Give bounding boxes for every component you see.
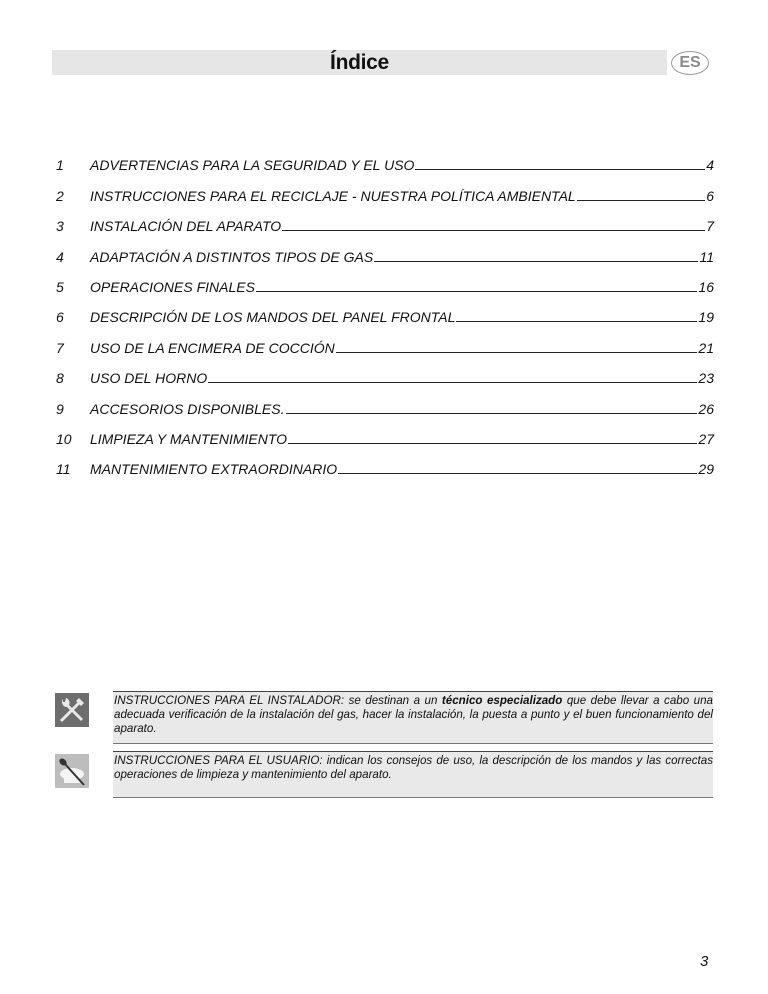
- toc-entry-page: 27: [698, 430, 714, 447]
- toc-entry-page: 29: [698, 461, 714, 478]
- toc-leader-line: [336, 352, 698, 353]
- toc-leader-line: [256, 291, 697, 292]
- installer-note-text-end: que debe llevar a cabo una adecuada verificación de la instalación del gas, hacer la instalación, la puesta a punto y el buen funcionamiento del aparato.: [114, 694, 713, 735]
- installer-note: [113, 691, 713, 744]
- toc-entry-page: 16: [698, 278, 714, 295]
- toc-entry[interactable]: [56, 143, 714, 173]
- toc-entry-number: 9: [56, 400, 64, 417]
- toc-entry-number: 2: [56, 187, 64, 204]
- toc-leader-line: [415, 169, 705, 170]
- toc-entry-number: 1: [56, 157, 64, 174]
- toc-entry-number: 4: [56, 248, 64, 265]
- toc-entry[interactable]: [56, 204, 714, 234]
- toc-entry[interactable]: [56, 234, 714, 264]
- toc-entry[interactable]: [56, 325, 714, 355]
- toc-entry-page: 11: [699, 248, 714, 265]
- toc-entry-title: OPERACIONES FINALES: [90, 278, 255, 295]
- toc-entry-page: 21: [698, 339, 714, 356]
- toc-entry-title: ACCESORIOS DISPONIBLES.: [90, 400, 285, 417]
- toc-entry-page: 26: [698, 400, 714, 417]
- toc-entry-number: 6: [56, 309, 64, 326]
- toc-entry-title: ADVERTENCIAS PARA LA SEGURIDAD Y EL USO: [90, 157, 415, 174]
- toc-entry-title: USO DEL HORNO: [90, 370, 208, 387]
- toc-entry-number: 11: [56, 461, 71, 478]
- toc-entry-title: INSTALACIÓN DEL APARATO: [90, 218, 282, 235]
- toc-entry-title: MANTENIMIENTO EXTRAORDINARIO: [90, 461, 338, 478]
- toc-entry[interactable]: [56, 386, 714, 416]
- toc-entry[interactable]: [56, 356, 714, 386]
- toc-entry[interactable]: [56, 417, 714, 447]
- toc-entry[interactable]: [56, 447, 714, 477]
- toc-leader-line: [208, 382, 697, 383]
- toc-entry-title: INSTRUCCIONES PARA EL RECICLAJE - NUESTRA POLÍTICA AMBIENTAL: [90, 187, 576, 204]
- toc-leader-line: [338, 473, 697, 474]
- toc-entry-title: ADAPTACIÓN A DISTINTOS TIPOS DE GAS: [90, 248, 374, 265]
- toc-entry-page: 7: [706, 218, 714, 235]
- installer-note-text: INSTRUCCIONES PARA EL INSTALADOR: se destinan a un: [114, 694, 442, 707]
- toc-entry-page: 6: [706, 187, 714, 204]
- spoon-chef-hat-icon: [55, 754, 89, 788]
- toc-entry-page: 23: [698, 370, 714, 387]
- toc-entry-title: DESCRIPCIÓN DE LOS MANDOS DEL PANEL FRONTAL: [90, 309, 456, 326]
- toc-leader-line: [577, 200, 706, 201]
- installer-note-emphasis: técnico especializado: [441, 694, 563, 707]
- page-title: Índice: [52, 50, 667, 75]
- user-note: [113, 751, 713, 798]
- toc-entry-page: 4: [706, 157, 714, 174]
- toc-leader-line: [456, 321, 697, 322]
- toc-entry-title: USO DE LA ENCIMERA DE COCCIÓN: [90, 339, 335, 356]
- toc-leader-line: [282, 230, 705, 231]
- toc-leader-line: [374, 261, 698, 262]
- toc-entry[interactable]: [56, 265, 714, 295]
- toc-entry-number: 10: [56, 430, 72, 447]
- toc-leader-line: [286, 413, 698, 414]
- toc-entry-number: 7: [56, 339, 64, 356]
- toc-leader-line: [288, 443, 697, 444]
- toc-entry-number: 5: [56, 278, 64, 295]
- tools-icon: [55, 693, 89, 727]
- toc-entry[interactable]: [56, 173, 714, 203]
- toc-entry-page: 19: [698, 309, 714, 326]
- user-note-text: INSTRUCCIONES PARA EL USUARIO: indican los consejos de uso, la descripción de los mandos y las correctas operaciones de limpieza y mantenimiento del aparato.: [114, 754, 713, 781]
- toc-entry-number: 8: [56, 370, 64, 387]
- toc-entry-number: 3: [56, 218, 64, 235]
- page-number: 3: [700, 953, 709, 970]
- toc-entry[interactable]: [56, 295, 714, 325]
- language-badge: ES: [671, 51, 709, 75]
- toc-entry-title: LIMPIEZA Y MANTENIMIENTO: [90, 430, 288, 447]
- table-of-contents: [56, 143, 714, 477]
